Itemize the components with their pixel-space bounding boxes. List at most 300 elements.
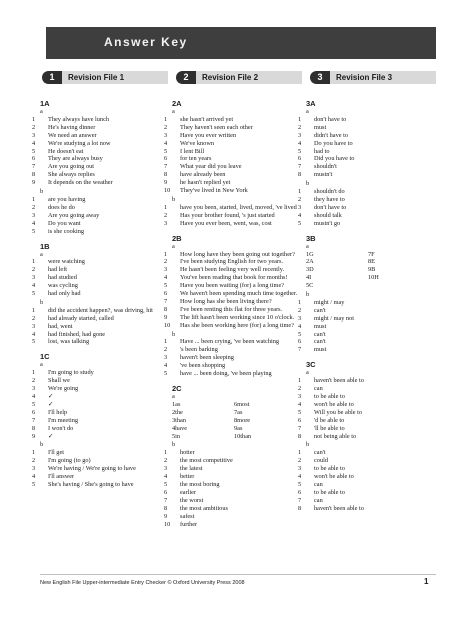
answer-line	[32, 147, 170, 156]
page-number: 1	[424, 577, 429, 586]
tab-revision-file-2	[176, 71, 302, 84]
answer-pair-row	[172, 417, 302, 425]
answer-text: I'm meeting	[48, 416, 78, 424]
answer-line	[298, 346, 436, 354]
answer-number: 1	[298, 449, 302, 457]
answer-text: can't	[314, 306, 326, 314]
answer-text: How long has she been living there?	[180, 297, 272, 305]
answer-number: 4	[164, 274, 168, 282]
answer-second-column	[234, 425, 242, 433]
answer-line	[164, 155, 302, 163]
answer-line	[164, 290, 302, 298]
two-column-answers	[172, 401, 302, 441]
answer-line	[298, 188, 436, 196]
answer-line	[32, 163, 170, 171]
answer-text: F	[371, 250, 375, 258]
answer-text: earlier	[180, 488, 197, 496]
answer-text: might / may not	[314, 314, 355, 322]
answer-number: 7	[164, 496, 168, 504]
answer-text: We haven't been spending much time together.	[180, 290, 298, 298]
answer-text: ✓	[48, 400, 54, 408]
answer-line	[32, 416, 170, 425]
answer-number: 4	[32, 330, 36, 338]
answer-number: 9	[234, 424, 238, 432]
answer-pair-row	[306, 266, 436, 274]
answer-text: the most ambitious	[180, 504, 228, 512]
answer-text: They haven't seen each other	[180, 123, 253, 131]
answer-line	[298, 123, 436, 132]
section-heading: 3C	[306, 360, 316, 370]
answer-text: have already been	[180, 171, 226, 179]
answer-line	[164, 282, 302, 290]
answer-text: She always replies	[48, 171, 95, 179]
answer-number: 6	[164, 488, 168, 496]
answer-text: The lift hasn't been working since 10 o'clock.	[180, 313, 295, 321]
answer-text: to be able to	[314, 465, 345, 473]
answer-number: 5	[298, 330, 302, 338]
tab-label: Revision File 3	[330, 71, 436, 84]
part-b-label: b	[306, 180, 310, 188]
answer-line	[164, 504, 302, 513]
answer-number: 1	[164, 449, 168, 457]
answer-line	[164, 250, 302, 259]
answer-number: 3	[32, 465, 36, 473]
tab-revision-file-3	[310, 71, 436, 84]
answer-number: 4	[164, 139, 168, 147]
answer-text: was cycling	[48, 282, 78, 290]
answer-text: have	[175, 424, 188, 432]
answer-line	[298, 473, 436, 481]
answer-line	[32, 123, 170, 132]
answer-number: 3	[298, 203, 302, 211]
answer-number: 5	[306, 282, 310, 290]
answer-text: Do you want	[48, 219, 81, 227]
answer-number: 10	[234, 432, 241, 440]
answer-number: 2	[32, 457, 36, 465]
answer-line	[32, 393, 170, 401]
answer-line	[298, 115, 436, 124]
answer-line	[164, 163, 302, 171]
answer-line	[164, 520, 302, 529]
answer-number: 4	[306, 274, 310, 282]
answer-text: Did you have to	[314, 155, 355, 163]
answer-line	[298, 139, 436, 148]
answer-number: 1	[298, 188, 302, 196]
answer-second-column	[368, 274, 379, 282]
answer-text: mustn't	[314, 171, 333, 179]
answer-number: 5	[298, 408, 302, 416]
part-a-label: a	[306, 242, 309, 250]
answer-number: 4	[172, 424, 176, 432]
answer-number: 2	[164, 258, 168, 266]
answer-line	[164, 321, 302, 330]
answer-text: she hasn't arrived yet	[180, 115, 234, 123]
two-column-answers	[306, 251, 436, 291]
answer-number: 8	[298, 504, 302, 512]
answer-text: Will you be able to	[314, 408, 363, 416]
answer-line	[298, 424, 436, 433]
answer-line	[298, 408, 436, 417]
answer-number: 6	[234, 400, 238, 408]
answer-number: 1	[164, 115, 168, 123]
answer-line	[164, 266, 302, 274]
answer-text: 've been shopping	[180, 362, 226, 370]
answer-line	[298, 432, 436, 441]
answer-number: 3	[298, 131, 302, 139]
answer-line	[298, 385, 436, 393]
column-2	[164, 93, 302, 528]
answer-text: could	[314, 457, 328, 465]
answer-text: is she cooking	[48, 227, 85, 235]
answer-text: more	[237, 416, 251, 424]
answer-text: to be able to	[314, 488, 345, 496]
answer-text: can	[314, 496, 323, 504]
answer-text: the worst	[180, 496, 204, 504]
footer-text: New English File Upper-intermediate Entry Checker © Oxford University Press 2008	[40, 580, 245, 586]
answer-text: safest	[180, 512, 195, 520]
tab-revision-file-1	[42, 71, 168, 84]
header-banner	[46, 27, 436, 59]
answer-line	[32, 369, 170, 377]
answer-number: 6	[298, 488, 302, 496]
answer-line	[32, 322, 170, 331]
answer-line	[164, 187, 302, 195]
answer-line	[32, 400, 170, 409]
answer-number: 5	[32, 338, 36, 346]
answer-number: 5	[164, 147, 168, 155]
part-a-label: a	[40, 361, 43, 369]
answer-line	[32, 465, 170, 473]
answer-number: 7	[234, 408, 238, 416]
answer-line	[164, 346, 302, 354]
answer-line	[298, 306, 436, 315]
answer-line	[298, 155, 436, 163]
answer-number: 9	[32, 432, 36, 440]
part-a-label: a	[172, 242, 175, 250]
answer-text: Have you ever been, went, was, cost	[180, 219, 272, 227]
answer-number: 1	[32, 369, 36, 377]
answer-line	[32, 330, 170, 339]
answer-line	[32, 457, 170, 465]
answer-text: have you been, started, lived, moved, 've lived	[180, 203, 297, 211]
answer-text: They are always busy	[48, 155, 103, 163]
answer-number: 3	[32, 211, 36, 219]
answer-number: 5	[172, 432, 176, 440]
answer-line	[164, 512, 302, 521]
answer-text: shouldn't do	[314, 188, 345, 196]
answer-number: 5	[298, 147, 302, 155]
answer-line	[164, 338, 302, 346]
section-heading: 1C	[40, 352, 50, 362]
answer-number: 2	[164, 346, 168, 354]
answer-line	[32, 219, 170, 228]
answer-number: 3	[32, 131, 36, 139]
answer-line	[164, 354, 302, 362]
answer-line	[164, 480, 302, 489]
answer-number: 3	[32, 385, 36, 393]
answer-number: 6	[298, 338, 302, 346]
answer-text: does he do	[48, 203, 75, 211]
answer-line	[164, 449, 302, 457]
answer-line	[32, 274, 170, 282]
answer-number: 7	[298, 163, 302, 171]
answer-text: can	[314, 385, 323, 393]
answer-number: 5	[298, 480, 302, 488]
answer-text: haven't been sleeping	[180, 354, 234, 362]
answer-number: 2	[298, 457, 302, 465]
answer-number: 4	[32, 473, 36, 481]
answer-number: 8	[32, 424, 36, 432]
answer-line	[298, 400, 436, 409]
answer-second-column	[368, 258, 375, 266]
answer-text: She's having / She's going to have	[48, 480, 134, 488]
answer-line	[32, 424, 170, 433]
answer-text: don't have to	[314, 203, 347, 211]
section-heading: 2A	[172, 99, 182, 108]
answer-number: 1	[32, 306, 36, 314]
answer-number: 4	[298, 400, 302, 408]
answer-number: 2	[306, 258, 310, 266]
answer-number: 5	[164, 282, 168, 290]
answer-number: 10	[164, 520, 171, 528]
part-a-label: a	[172, 108, 175, 115]
answer-text: have ... been doing, 've been playing	[180, 370, 272, 378]
answer-number: 5	[32, 147, 36, 155]
answer-line	[298, 330, 436, 339]
part-b-label: b	[172, 441, 176, 449]
answer-number: 2	[298, 306, 302, 314]
answer-number: 7	[164, 163, 168, 171]
answer-text: lost, was talking	[48, 338, 90, 346]
answer-number: 1	[306, 250, 310, 258]
answer-number: 2	[32, 314, 36, 322]
answer-number: 1	[298, 298, 302, 306]
answer-line	[298, 147, 436, 156]
answer-text: B	[371, 266, 376, 274]
answer-text: It depends on the weather	[48, 179, 113, 187]
answer-number: 6	[298, 155, 302, 163]
part-a-label: a	[306, 108, 309, 115]
answer-number: 5	[32, 227, 36, 235]
answer-text: We're having / We're going to have	[48, 465, 136, 473]
answer-number: 2	[32, 377, 36, 385]
answer-line	[164, 297, 302, 306]
answer-number: 1	[32, 115, 36, 123]
answer-text: Are you going out	[48, 163, 94, 171]
answer-second-column	[368, 266, 375, 274]
answer-text: most	[237, 400, 250, 408]
answer-text: as	[237, 424, 243, 432]
answer-text: are you having	[48, 195, 86, 203]
answer-second-column	[234, 401, 249, 409]
answer-text: can	[314, 480, 323, 488]
answer-number: 3	[298, 393, 302, 400]
answer-text: can't	[314, 338, 326, 346]
answer-line	[298, 298, 436, 307]
answer-second-column	[368, 251, 375, 259]
part-b-label: b	[40, 188, 44, 196]
answer-text: won't be able to	[314, 400, 354, 408]
answer-number: 2	[172, 408, 176, 416]
part-b-label: b	[172, 330, 176, 338]
answer-line	[32, 432, 170, 441]
answer-text: can't	[314, 330, 326, 338]
answer-text: Shall we	[48, 377, 70, 385]
answer-number: 4	[298, 211, 302, 219]
answer-number: 8	[164, 504, 168, 512]
answer-text: He hasn't been feeling very well recently.	[180, 266, 285, 274]
answer-line	[298, 131, 436, 140]
answer-text: 'd be able to	[314, 416, 345, 424]
section-heading: 2B	[172, 233, 182, 243]
answer-line	[298, 416, 436, 425]
answer-text: had, went	[48, 322, 73, 330]
answer-number: 6	[164, 290, 168, 298]
answer-line	[298, 211, 436, 220]
answer-pair-row	[306, 258, 436, 266]
answer-number: 4	[298, 139, 302, 147]
answer-text: He's having dinner	[48, 123, 96, 131]
answer-number: 10	[164, 187, 171, 195]
answer-line	[32, 171, 170, 179]
column-3	[298, 93, 436, 513]
answer-line	[164, 115, 302, 124]
answer-text: I've been studying English for two years.	[180, 258, 284, 266]
answer-text: must	[314, 322, 327, 330]
answer-text: to be able to	[314, 393, 345, 400]
answer-line	[298, 219, 436, 228]
answer-number: 3	[164, 465, 168, 473]
answer-text: I'll get	[48, 449, 64, 457]
answer-text: They've lived in New York	[180, 187, 248, 195]
answer-number: 6	[164, 155, 168, 163]
answer-text: had finished, had gone	[48, 330, 106, 338]
answer-number: 8	[298, 432, 302, 440]
section-heading: 1B	[40, 241, 50, 251]
answer-text: should talk	[314, 211, 342, 219]
answer-text: D	[309, 266, 314, 274]
answer-line	[298, 488, 436, 497]
answer-number: 9	[164, 313, 168, 321]
answer-line	[298, 195, 436, 204]
answer-text: ✓	[48, 432, 54, 440]
answer-text: 's been barking	[180, 346, 218, 354]
answer-pair-row	[172, 401, 302, 409]
answer-text: haven't been able to	[314, 504, 364, 512]
answer-number: 3	[306, 266, 310, 274]
answer-text: Have you been waiting (for) a long time?	[180, 282, 285, 290]
answer-line	[164, 131, 302, 140]
answer-number: 3	[164, 354, 168, 362]
tab-number: 1	[42, 71, 62, 84]
answer-line	[164, 171, 302, 179]
answer-line	[32, 179, 170, 187]
answer-line	[298, 314, 436, 323]
answer-text: Have ... been crying, 've been watching	[180, 338, 280, 346]
answer-line	[298, 449, 436, 457]
answer-line	[32, 290, 170, 298]
answer-line	[164, 211, 302, 220]
answer-text: not being able to	[314, 432, 357, 440]
answer-line	[164, 370, 302, 378]
answer-text: 'll be able to	[314, 424, 345, 432]
answer-line	[298, 504, 436, 513]
answer-line	[32, 449, 170, 457]
answer-text: I've been renting this flat for three years.	[180, 305, 283, 313]
answer-text: I won't do	[48, 424, 74, 432]
answer-number: 1	[164, 203, 168, 211]
answer-line	[298, 465, 436, 473]
answer-text: must	[314, 346, 327, 354]
answer-text: must	[314, 123, 327, 131]
answer-line	[164, 305, 302, 314]
answer-line	[298, 338, 436, 346]
answer-text: as	[175, 400, 181, 408]
part-b-label: b	[306, 441, 310, 449]
part-b-label: b	[306, 291, 310, 299]
answer-number: 8	[164, 305, 168, 313]
answer-number: 3	[32, 322, 36, 330]
answer-text: than	[240, 432, 252, 440]
answer-text: We've known	[180, 139, 215, 147]
answer-second-column	[234, 433, 251, 441]
answer-number: 1	[32, 449, 36, 457]
answer-number: 1	[172, 400, 176, 408]
answer-line	[32, 266, 170, 274]
answer-line	[164, 488, 302, 497]
answer-pair-row	[306, 282, 436, 290]
answer-number: 9	[32, 179, 36, 187]
answer-number: 9	[164, 179, 168, 187]
answer-text: for ten years	[180, 155, 212, 163]
tab-label: Revision File 2	[196, 71, 302, 84]
answer-number: 4	[298, 473, 302, 481]
answer-number: 2	[298, 123, 302, 131]
answer-text: I'm going (to go)	[48, 457, 91, 465]
answer-line	[32, 282, 170, 290]
tab-number: 2	[176, 71, 196, 84]
answer-text: I'll answer	[48, 473, 75, 481]
answer-text: the	[175, 408, 183, 416]
answer-line	[32, 408, 170, 417]
answer-number: 7	[368, 250, 372, 258]
answer-number: 5	[164, 480, 168, 488]
answer-text: H	[374, 274, 379, 282]
answer-line	[32, 131, 170, 140]
answer-number: 1	[32, 258, 36, 266]
answer-pair-row	[306, 274, 436, 282]
answer-number: 1	[164, 338, 168, 346]
answer-text: hotter	[180, 449, 195, 457]
answer-number: 7	[32, 416, 36, 424]
answer-text: had studied	[48, 274, 77, 282]
answer-number: 2	[298, 195, 302, 203]
answer-text: C	[309, 282, 314, 290]
answer-second-column	[234, 417, 250, 425]
answer-text: haven't been able to	[314, 377, 364, 385]
answer-number: 9	[368, 266, 372, 274]
answer-number: 7	[32, 163, 36, 171]
answer-number: 6	[32, 408, 36, 416]
answer-line	[32, 480, 170, 489]
answer-number: 7	[298, 346, 302, 354]
section-heading: 3B	[306, 233, 316, 243]
answer-number: 2	[32, 203, 36, 211]
answer-line	[164, 219, 302, 228]
answer-number: 4	[298, 322, 302, 330]
answer-line	[164, 139, 302, 148]
answer-number: 1	[298, 115, 302, 123]
